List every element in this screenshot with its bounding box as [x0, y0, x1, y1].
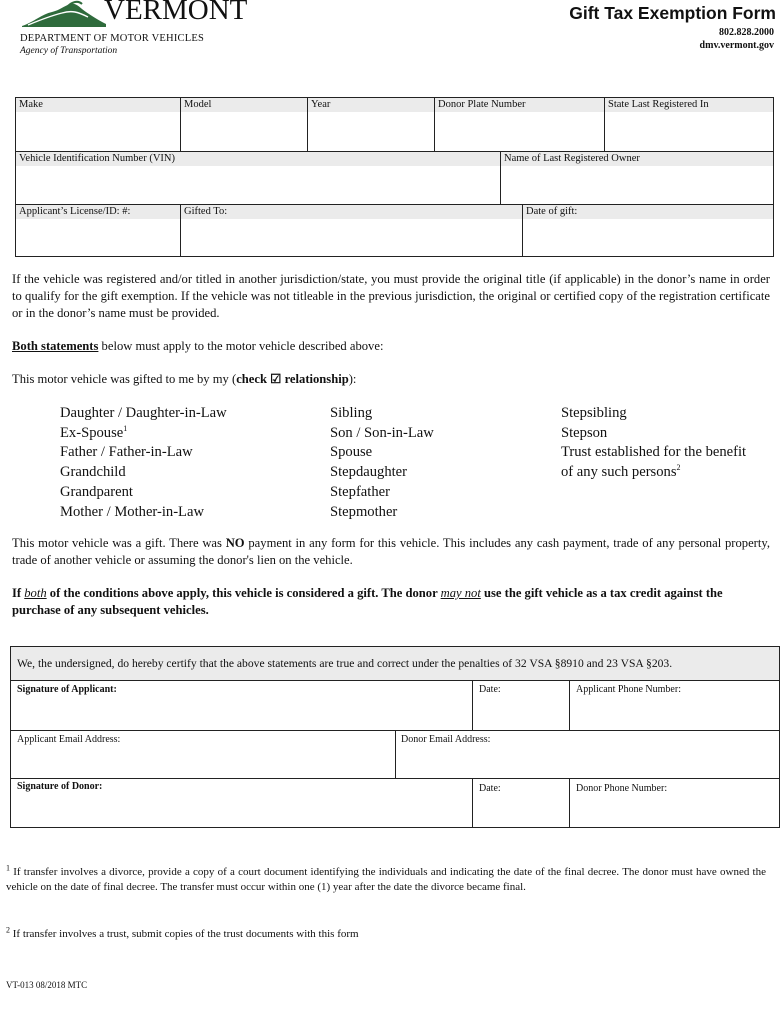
relationship-option-ex-spouse[interactable]: Ex-Spouse$^1$ — [60, 423, 128, 441]
relationship-option-trust[interactable]: Trust established for the benefit — [561, 444, 747, 461]
col-divider — [472, 778, 473, 828]
footnote-ref-2: 2 — [676, 463, 681, 473]
row-divider — [11, 778, 779, 779]
certification-statement: We, the undersigned, do hereby certify that the above statements are true and correct under the penalties of 32 VSA §8910 and 23 VSA §203. — [11, 647, 779, 681]
contact-phone: 802.828.2000 — [719, 27, 774, 38]
department-name: DEPARTMENT OF MOTOR VEHICLES — [20, 33, 204, 44]
relationship-option[interactable]: Grandparent — [60, 483, 133, 500]
relationship-option[interactable]: Son / Son-in-Law — [330, 424, 434, 441]
year-label: Year — [308, 98, 435, 112]
model-label: Model — [181, 98, 308, 112]
donor-signature-field[interactable]: Signature of Donor: — [17, 781, 103, 792]
model-field[interactable] — [180, 98, 308, 151]
relationship-option[interactable]: Mother / Mother-in-Law — [60, 503, 204, 520]
col-divider — [472, 681, 473, 730]
vehicle-row-1 — [16, 98, 773, 151]
make-field[interactable] — [16, 98, 181, 151]
gifted-by-post: ): — [348, 372, 357, 386]
year-field[interactable] — [307, 98, 435, 151]
gifted-to-field[interactable] — [180, 205, 523, 256]
contact-website[interactable]: dmv.vermont.gov — [699, 40, 774, 51]
relationship-column-2 — [330, 404, 434, 522]
may-not-emphasis: may not — [440, 586, 481, 600]
footnote-1: $^1$ If transfer involves a divorce, provide a copy of a court document identifying the individuals and indicating the date of the final decree. The donor must have owned the vehicle on the date of final decree. The transfer must occur within one (1) year after the date the divorce became final. — [6, 863, 766, 893]
relationship-column-3 — [561, 404, 746, 483]
form-number: VT-013 08/2018 MTC — [6, 980, 88, 990]
mountain-logo-icon — [22, 0, 106, 28]
relationship-column-1 — [60, 404, 227, 522]
relationship-option-trust-cont: of any such persons$^2$ — [561, 463, 681, 481]
gift-statement: This motor vehicle was a gift. There was NO payment in any form for this vehicle. This includes any cash payment, trade of any personal property, trade of another vehicle or assuming the donor's lien on the vehicle. — [12, 536, 770, 567]
gifted-by-pre: This motor vehicle was gifted to me by my ( — [12, 372, 237, 386]
vehicle-row-2 — [16, 151, 773, 204]
donor-plate-field[interactable] — [434, 98, 605, 151]
relationship-option[interactable]: Daughter / Daughter-in-Law — [60, 405, 227, 421]
vin-field[interactable] — [16, 152, 501, 204]
both-statements-rest: below must apply to the motor vehicle described above: — [98, 339, 384, 353]
both-emphasis: both — [24, 586, 47, 600]
donor-email-field[interactable]: Donor Email Address: — [401, 734, 491, 745]
col-divider — [569, 681, 570, 730]
donor-phone-field[interactable]: Donor Phone Number: — [576, 783, 668, 794]
vermont-logo — [22, 0, 252, 30]
donor-plate-label: Donor Plate Number — [435, 98, 605, 112]
applicant-signature-field[interactable]: Signature of Applicant: — [17, 684, 117, 695]
last-owner-field[interactable] — [500, 152, 773, 204]
relationship-option[interactable]: Stepmother — [330, 503, 398, 520]
vehicle-info-table — [15, 97, 774, 257]
col-divider — [569, 778, 570, 828]
applicant-phone-field[interactable]: Applicant Phone Number: — [576, 684, 681, 695]
relationship-option[interactable]: Spouse — [330, 444, 373, 461]
agency-name: Agency of Transportation — [20, 46, 118, 56]
relationship-option[interactable]: Stepdaughter — [330, 464, 408, 481]
footnote-2: $^2$ If transfer involves a trust, submit copies of the trust documents with this form — [6, 925, 359, 940]
relationship-option[interactable]: Grandchild — [60, 464, 126, 481]
relationship-option[interactable]: Stepsibling — [561, 405, 627, 421]
last-owner-label: Name of Last Registered Owner — [501, 152, 773, 166]
make-label: Make — [16, 98, 181, 112]
both-statements-line — [12, 338, 770, 355]
license-id-label: Applicant’s License/ID: #: — [16, 205, 181, 219]
relationship-option[interactable]: Stepson — [561, 424, 608, 441]
license-id-field[interactable] — [16, 205, 181, 256]
applicant-date-field[interactable]: Date: — [479, 684, 501, 695]
state-last-registered-label: State Last Registered In — [605, 98, 773, 112]
gifted-by-line — [12, 371, 770, 388]
relationship-option[interactable]: Sibling — [330, 405, 373, 421]
date-of-gift-field[interactable] — [522, 205, 773, 256]
form-title: Gift Tax Exemption Form — [569, 3, 776, 23]
vehicle-row-3 — [16, 204, 773, 256]
donor-date-field[interactable]: Date: — [479, 783, 501, 794]
no-emphasis: NO — [225, 536, 245, 550]
jurisdiction-note: If the vehicle was registered and/or titled in another jurisdiction/state, you must provide the original title (if applicable) in the donor’s name in order to qualify for the gift exemption. If the vehicle was not titleable in the previous jurisdiction, the original or certified copy of the registration certificate or in the donor’s name must be provided. — [12, 272, 770, 320]
gift-condition-statement: If both of the conditions above apply, this vehicle is considered a gift. The donor may not use the gift vehicle as a tax credit against the purchase of any subsequent vehicles. — [12, 586, 723, 617]
footnote-ref-1: 1 — [123, 423, 128, 433]
signature-table — [10, 646, 780, 828]
relationship-option[interactable]: Father / Father-in-Law — [60, 444, 193, 461]
gifted-to-label: Gifted To: — [181, 205, 523, 219]
col-divider — [395, 730, 396, 778]
logo-text: VERMONT — [104, 0, 248, 26]
date-of-gift-label: Date of gift: — [523, 205, 773, 219]
both-statements-emphasis: Both statements — [12, 339, 99, 353]
state-last-registered-field[interactable] — [604, 98, 773, 151]
applicant-email-field[interactable]: Applicant Email Address: — [17, 734, 121, 745]
gifted-by-instruction: check ☑ relationship — [236, 372, 349, 386]
vin-label: Vehicle Identification Number (VIN) — [16, 152, 501, 166]
relationship-option[interactable]: Stepfather — [330, 483, 390, 500]
